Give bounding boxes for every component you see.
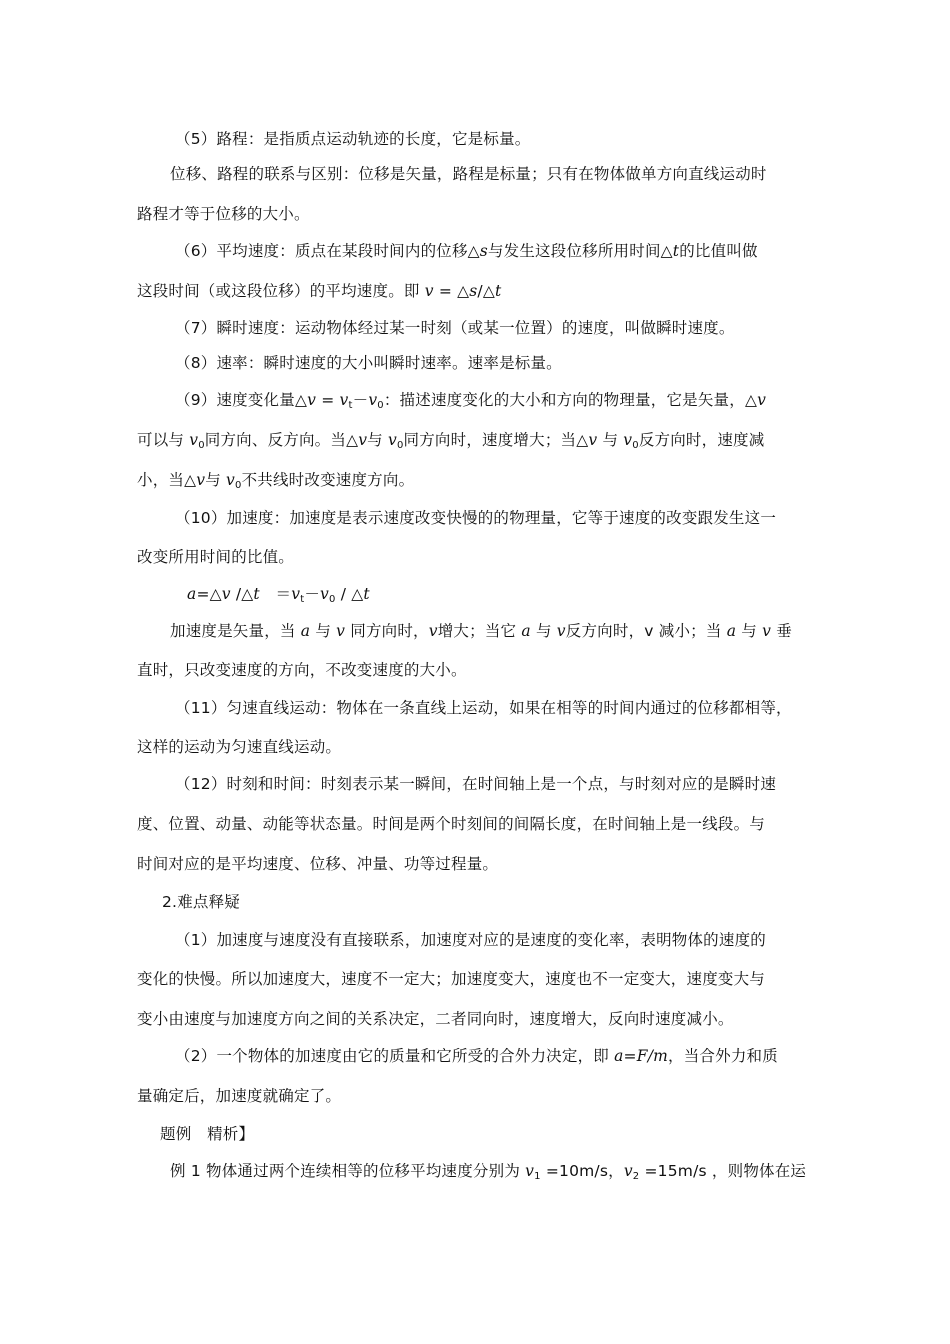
text-line-instantaneous-velocity xyxy=(175,317,735,339)
text-span: 与 xyxy=(597,431,624,449)
text-line-velocity-change-cont xyxy=(137,429,764,451)
text-span: 的比值叫做 xyxy=(679,242,758,260)
text-line-displacement-vs-path xyxy=(170,163,767,185)
text-span: /△ xyxy=(477,282,495,300)
text-span: v xyxy=(320,585,330,603)
text-span: 不共线时改变速度方向。 xyxy=(241,471,415,489)
text-line-speed xyxy=(175,352,562,374)
text-span: a xyxy=(300,622,311,640)
text-span: a xyxy=(521,622,531,640)
text-span: 同方向时，速度增大；当△ xyxy=(403,431,589,449)
text-span: v xyxy=(339,391,349,409)
text-span: 0 xyxy=(329,594,336,605)
text-span: 可以与 xyxy=(137,431,190,449)
text-span: F/m xyxy=(636,1047,669,1065)
text-line-path-length xyxy=(175,128,530,150)
text-span: t xyxy=(363,585,370,603)
text-span: 例 1 物体通过两个连续相等的位移平均速度分别为 xyxy=(170,1162,526,1180)
text-span: /△ xyxy=(230,585,254,603)
text-span: （9）速度变化量△ xyxy=(175,391,308,409)
text-line-average-velocity xyxy=(175,240,758,262)
text-span: 与 xyxy=(530,622,557,640)
text-line-moment-time-cont2 xyxy=(137,853,498,875)
text-span: s xyxy=(479,242,488,260)
text-line-average-velocity-formula xyxy=(137,280,501,302)
text-line-difficulty-1-cont1 xyxy=(137,968,765,990)
text-span: 改变所用时间的比值。 xyxy=(137,548,295,566)
text-span: t xyxy=(494,282,502,300)
text-span: 垂 xyxy=(771,622,792,640)
text-span: 变化的快慢。所以加速度大，速度不一定大；加速度变大，速度也不一定变大，速度变大与 xyxy=(137,970,766,988)
text-span: （8）速率：瞬时速度的大小叫瞬时速率。速率是标量。 xyxy=(175,354,562,372)
text-span: v xyxy=(358,431,368,449)
text-span: v xyxy=(387,431,397,449)
text-span: 0 xyxy=(198,440,205,451)
text-span: 与 xyxy=(736,622,763,640)
text-span: a xyxy=(614,1047,624,1065)
text-span: v xyxy=(556,622,566,640)
text-line-moment-time xyxy=(175,773,776,795)
text-line-moment-time-cont1 xyxy=(137,813,765,835)
text-span: 时间对应的是平均速度、位移、冲量、功等过程量。 xyxy=(137,855,499,873)
text-span: 0 xyxy=(235,480,242,491)
text-span: 2.难点释疑 xyxy=(162,893,240,911)
text-span: 与 xyxy=(367,431,388,449)
text-span: = xyxy=(316,391,340,409)
text-span: 同方向、反方向。当△ xyxy=(204,431,359,449)
text-span: 变小由速度与加速度方向之间的关系决定，二者同向时，速度增大，反向时速度减小。 xyxy=(137,1010,734,1028)
text-span: = △ xyxy=(433,282,470,300)
text-span: ＝ xyxy=(259,585,292,603)
text-line-uniform-motion-cont xyxy=(137,736,341,758)
text-span: v xyxy=(762,622,772,640)
text-span: a xyxy=(726,622,737,640)
text-span: v xyxy=(189,431,199,449)
text-span: = xyxy=(623,1047,637,1065)
text-span: t xyxy=(253,585,260,603)
text-span: 这段时间（或这段位移）的平均速度。即 xyxy=(137,282,425,300)
text-span: 同方向时， xyxy=(345,622,429,640)
text-span: 与 xyxy=(310,622,337,640)
text-span: 位移、路程的联系与区别：位移是矢量，路程是标量；只有在物体做单方向直线运动时 xyxy=(170,165,767,183)
text-line-difficulty-2-cont xyxy=(137,1085,341,1107)
text-span: （1）加速度与速度没有直接联系，加速度对应的是速度的变化率，表明物体的速度的 xyxy=(175,931,766,949)
text-span: （12）时刻和时间：时刻表示某一瞬间，在时间轴上是一个点，与时刻对应的是瞬时速 xyxy=(175,775,777,793)
text-span: （6）平均速度：质点在某段时间内的位移△ xyxy=(175,242,480,260)
text-span: 度、位置、动量、动能等状态量。时间是两个时刻间的间隔长度，在时间轴上是一线段。与 xyxy=(137,815,766,833)
formula-acceleration xyxy=(187,583,370,605)
text-line-uniform-motion xyxy=(175,697,792,719)
text-span: （11）匀速直线运动：物体在一条直线上运动，如果在相等的时间内通过的位移都相等， xyxy=(175,699,792,717)
text-line-acceleration-vector xyxy=(170,620,792,642)
text-line-acceleration-vector-cont xyxy=(137,659,467,681)
text-span: ，当合外力和质 xyxy=(668,1047,778,1065)
text-span: 2 xyxy=(632,1171,640,1182)
text-line-example-1 xyxy=(170,1160,806,1182)
text-span: v xyxy=(623,431,633,449)
text-span: 小，当△ xyxy=(137,471,197,489)
text-span: 0 xyxy=(377,400,384,411)
text-line-acceleration-cont xyxy=(137,546,294,568)
text-span: v xyxy=(424,282,434,300)
text-span: 与 xyxy=(205,471,227,489)
text-span: v xyxy=(368,391,378,409)
text-span: 这样的运动为匀速直线运动。 xyxy=(137,738,342,756)
text-span: （7）瞬时速度：运动物体经过某一时刻（或某一位置）的速度，叫做瞬时速度。 xyxy=(175,319,735,337)
text-span: ：描述速度变化的大小和方向的物理量，它是矢量，△ xyxy=(383,391,758,409)
text-line-acceleration xyxy=(175,507,776,529)
text-span: v xyxy=(623,1162,633,1180)
text-span: t xyxy=(672,242,680,260)
text-line-difficulty-1-cont2 xyxy=(137,1008,734,1030)
section-heading-difficulties xyxy=(162,891,240,913)
text-span: 0 xyxy=(632,440,639,451)
text-line-velocity-change-end xyxy=(137,469,414,491)
text-span: =△ xyxy=(196,585,222,603)
text-span: 反方向时，v 减小；当 xyxy=(565,622,727,640)
text-span: v xyxy=(525,1162,535,1180)
text-line-difficulty-1 xyxy=(175,929,766,951)
text-span: a xyxy=(187,585,197,603)
text-span: － xyxy=(304,585,321,603)
text-span: v xyxy=(428,622,438,640)
text-span: （5）路程：是指质点运动轨迹的长度，它是标量。 xyxy=(175,130,531,148)
text-span: v xyxy=(307,391,317,409)
text-span: v xyxy=(291,585,301,603)
text-span: 路程才等于位移的大小。 xyxy=(137,205,310,223)
section-heading-examples xyxy=(160,1123,254,1145)
text-span: 题例 精析】 xyxy=(160,1125,255,1143)
text-span: 反方向时，速度减 xyxy=(638,431,765,449)
text-span: =15m/s ，则物体在运 xyxy=(639,1162,807,1180)
text-span: / △ xyxy=(335,585,364,603)
text-span: v xyxy=(588,431,598,449)
text-span: v xyxy=(336,622,346,640)
text-span: 与发生这段位移所用时间△ xyxy=(487,242,673,260)
text-line-difficulty-2 xyxy=(175,1045,778,1067)
text-span: v xyxy=(221,585,231,603)
text-span: =10m/s， xyxy=(540,1162,624,1180)
text-span: 加速度是矢量，当 xyxy=(170,622,301,640)
text-span: s xyxy=(469,282,478,300)
text-span: t xyxy=(300,594,305,605)
text-span: v xyxy=(757,391,767,409)
text-span: 增大；当它 xyxy=(437,622,522,640)
text-span: 1 xyxy=(534,1171,541,1182)
text-span: （2）一个物体的加速度由它的质量和它所受的合外力决定，即 xyxy=(175,1047,615,1065)
text-span: t xyxy=(348,400,353,411)
text-span: （10）加速度：加速度是表示速度改变快慢的的物理量，它等于速度的改变跟发生这一 xyxy=(175,509,777,527)
text-span: v xyxy=(196,471,206,489)
text-line-velocity-change xyxy=(175,389,766,411)
text-span: v xyxy=(226,471,235,489)
text-span: 0 xyxy=(396,440,404,451)
text-span: － xyxy=(352,391,369,409)
text-span: 量确定后，加速度就确定了。 xyxy=(137,1087,342,1105)
text-span: 直时，只改变速度的方向，不改变速度的大小。 xyxy=(137,661,467,679)
text-line-displacement-vs-path-cont xyxy=(137,203,310,225)
